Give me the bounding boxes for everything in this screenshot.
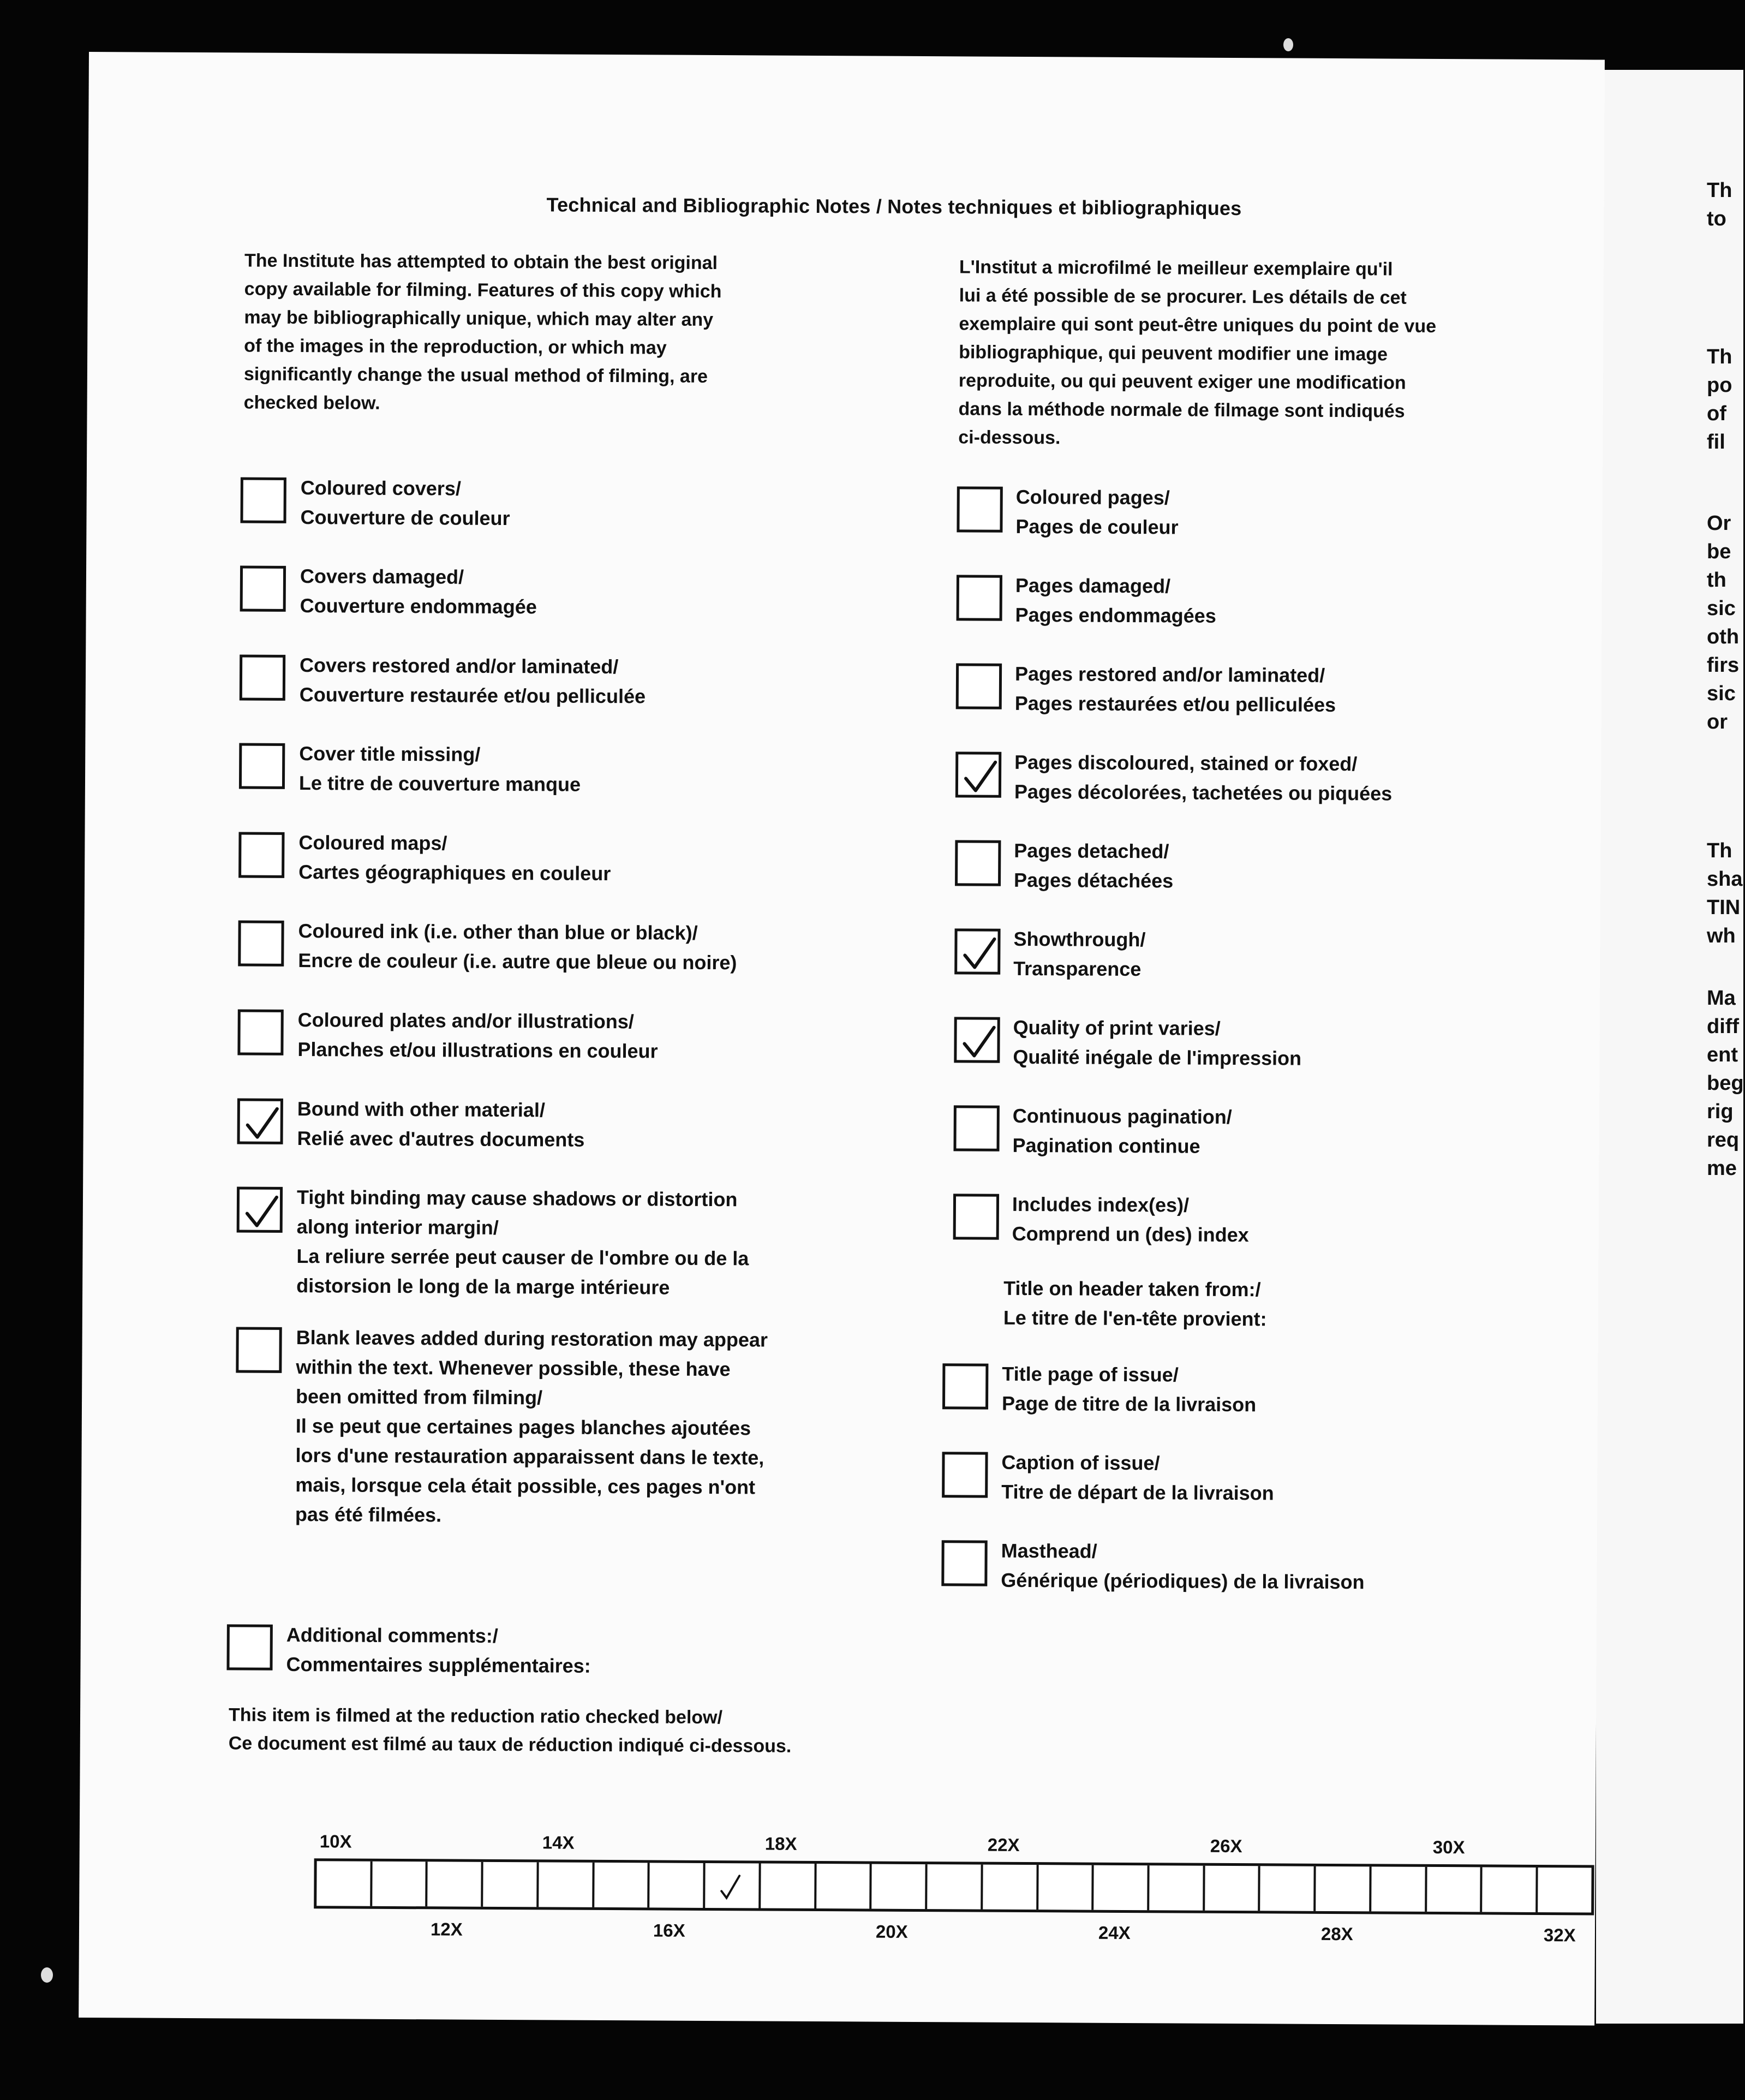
left-item-label-line: lors d'une restauration apparaissent dans le texte, (295, 1444, 764, 1469)
reduction-cell[interactable] (1093, 1865, 1149, 1911)
reduction-cell[interactable] (1371, 1866, 1427, 1912)
issue-item-label-0 (1002, 1359, 1257, 1419)
document-page (79, 52, 1605, 2025)
intro-english: The Institute has attempted to obtain the best original copy available for filming. Features of this copy which may be bibliographically unique, which may alter any of the images in the reproduction, or which may significantly change the usual method of filming, are checked below. (243, 250, 722, 414)
right-item-label-line: Pagination continue (1012, 1133, 1200, 1158)
check-mark-icon (717, 1873, 744, 1901)
left-item-label-9 (295, 1323, 768, 1532)
next-page-text-4: Th sha TIN wh (1707, 839, 1743, 947)
left-item-label-line: Coloured maps/ (298, 831, 447, 855)
reduction-cell[interactable] (1483, 1867, 1538, 1912)
right-item-label-line: Pages detached/ (1014, 839, 1169, 863)
reduction-cell[interactable] (1538, 1868, 1591, 1913)
issue-item-checkbox-2[interactable] (941, 1540, 987, 1586)
left-item-label-line: Cover title missing/ (299, 742, 481, 766)
right-item-label-5 (1013, 924, 1146, 984)
check-mark-icon (244, 1195, 279, 1229)
reduction-cell[interactable] (1038, 1865, 1094, 1910)
right-item-label-1 (1015, 571, 1216, 631)
left-item-checkbox-4[interactable] (238, 832, 284, 878)
left-item-label-line: Bound with other material/ (297, 1097, 545, 1121)
check-mark-icon (244, 1107, 279, 1141)
right-item-checkbox-2[interactable] (956, 663, 1002, 709)
right-item-label-7 (1012, 1101, 1232, 1161)
left-item-checkbox-2[interactable] (240, 654, 285, 700)
right-item-label-line: Pages restored and/or laminated/ (1014, 662, 1325, 687)
left-item-label-line: La reliure serrée peut causer de l'ombre ou de la (296, 1245, 749, 1270)
reduction-ratio-strip (314, 1858, 1594, 1915)
right-item-label-3 (1014, 748, 1393, 809)
issue-item-label-1 (1001, 1448, 1274, 1508)
left-item-label-0 (300, 473, 510, 533)
next-page-text-1: Th to (1707, 179, 1732, 230)
issue-item-label-line: Caption of issue/ (1001, 1451, 1160, 1475)
left-item-label-line: Blank leaves added during restoration may appear (296, 1326, 768, 1351)
left-item-label-line: Il se peut que certaines pages blanches ajoutées (295, 1415, 751, 1440)
reduction-ratio-label: 12X (430, 1919, 463, 1940)
page-title: Technical and Bibliographic Notes / Notes techniques et bibliographiques (546, 193, 1242, 220)
reduction-ratio-label: 20X (875, 1921, 908, 1942)
left-item-label-6 (297, 1005, 658, 1066)
right-item-checkbox-8[interactable] (953, 1194, 999, 1239)
right-item-label-0 (1015, 482, 1179, 542)
left-item-checkbox-3[interactable] (239, 743, 285, 789)
left-item-label-1 (300, 562, 537, 622)
left-item-checkbox-9[interactable] (236, 1327, 282, 1373)
left-item-checkbox-8[interactable] (237, 1186, 283, 1232)
right-item-label-line: Coloured pages/ (1015, 485, 1170, 509)
right-item-label-8 (1012, 1190, 1250, 1250)
check-mark-icon (961, 1025, 996, 1059)
right-item-label-line: Quality of print varies/ (1013, 1016, 1221, 1040)
reduction-ratio-label: 18X (764, 1833, 797, 1854)
right-item-label-line: Qualité inégale de l'impression (1013, 1045, 1302, 1070)
next-page-text-3: Or be th sic oth firs sic or (1707, 512, 1740, 733)
reduction-cell[interactable] (1205, 1866, 1260, 1911)
left-item-label-3 (299, 739, 581, 800)
reduction-cell[interactable] (594, 1863, 650, 1908)
right-item-label-line: Includes index(es)/ (1012, 1192, 1190, 1216)
issue-item-checkbox-1[interactable] (942, 1452, 988, 1498)
left-item-checkbox-6[interactable] (237, 1009, 283, 1055)
intro-french: L'Institut a microfilmé le meilleur exemplaire qu'il lui a été possible de se procurer. Les détails de cet exemplaire qui sont peut-être uniques du point de vue bibliographique, qui peuvent modifier une image reproduite, ou qui peuvent exiger une modification dans la méthode normale de filmage sont indiqués ci-dessous. (958, 256, 1437, 449)
reduction-cell[interactable] (316, 1861, 372, 1906)
left-item-label-line: Covers damaged/ (300, 565, 464, 588)
left-item-label-line: Couverture restaurée et/ou pelliculée (299, 683, 646, 708)
left-item-label-line: Couverture de couleur (300, 506, 510, 530)
left-item-label-line: Relié avec d'autres documents (297, 1127, 585, 1151)
reduction-cell[interactable] (1316, 1866, 1371, 1912)
left-item-checkbox-7[interactable] (237, 1098, 283, 1144)
issue-item-label-line: Générique (périodiques) de la livraison (1001, 1568, 1365, 1594)
right-item-checkbox-5[interactable] (954, 928, 1000, 974)
film-speck (41, 1967, 53, 1983)
right-item-checkbox-7[interactable] (953, 1105, 999, 1151)
reduction-ratio-label: 22X (987, 1834, 1020, 1855)
left-item-label-4 (298, 828, 611, 888)
right-item-label-4 (1014, 836, 1174, 896)
right-item-checkbox-4[interactable] (955, 840, 1001, 886)
adjacent-page (1596, 70, 1743, 2024)
additional-comments-checkbox[interactable] (226, 1624, 272, 1670)
right-item-checkbox-3[interactable] (955, 751, 1001, 797)
issue-item-label-line: Masthead/ (1001, 1539, 1097, 1562)
left-item-label-7 (297, 1094, 584, 1155)
reduction-cell[interactable] (872, 1864, 928, 1910)
right-item-label-line: Pages de couleur (1015, 515, 1179, 539)
reduction-cell[interactable] (983, 1865, 1038, 1910)
left-item-label-2 (300, 651, 646, 711)
reduction-ratio-label: 30X (1432, 1836, 1465, 1858)
left-item-label-line: Encre de couleur (i.e. autre que bleue ou noire) (298, 949, 737, 974)
right-item-label-line: Pages restaurées et/ou pelliculées (1014, 691, 1336, 716)
check-mark-icon (963, 760, 997, 794)
reduction-cell[interactable] (705, 1863, 761, 1908)
reduction-ratio-label: 10X (319, 1831, 352, 1852)
right-item-label-line: Continuous pagination/ (1012, 1104, 1232, 1128)
left-item-label-line: been omitted from filming/ (295, 1385, 543, 1409)
right-item-checkbox-0[interactable] (957, 486, 1002, 532)
reduction-statement: This item is filmed at the reduction ratio checked below/ Ce document est filmé au taux de réduction indiqué ci-dessous. (228, 1704, 792, 1757)
right-item-label-line: Pages damaged/ (1015, 574, 1171, 598)
left-item-label-line: pas été filmées. (295, 1503, 442, 1526)
reduction-cell[interactable] (1149, 1865, 1205, 1911)
reduction-cell[interactable] (539, 1862, 594, 1907)
reduction-cell[interactable] (927, 1864, 983, 1910)
next-page-text-5: Ma diff ent beg rig req me (1707, 987, 1744, 1180)
next-page-text-2: Th po of fil (1707, 345, 1732, 454)
reduction-ratio-label: 26X (1210, 1835, 1242, 1857)
left-item-label-line: distorsion le long de la marge intérieure (296, 1274, 670, 1299)
left-item-label-line: Coloured ink (i.e. other than blue or black)/ (298, 920, 698, 944)
left-item-label-line: Coloured plates and/or illustrations/ (297, 1009, 634, 1033)
reduction-ratio-label: 14X (542, 1832, 575, 1853)
reduction-cell[interactable] (428, 1862, 483, 1907)
left-item-label-8 (296, 1183, 749, 1303)
film-speck (1283, 38, 1293, 51)
left-item-label-line: along interior margin/ (296, 1215, 499, 1239)
issue-item-label-line: Titre de départ de la livraison (1001, 1480, 1274, 1505)
reduction-cell[interactable] (483, 1862, 539, 1907)
reduction-cell[interactable] (1427, 1867, 1483, 1912)
reduction-ratio-label: 28X (1320, 1923, 1353, 1944)
issue-item-label-line: Page de titre de la livraison (1001, 1392, 1257, 1416)
right-item-label-line: Pages discoloured, stained or foxed/ (1014, 750, 1358, 775)
left-item-label-line: Cartes géographiques en couleur (298, 861, 611, 885)
left-item-label-line: Le titre de couverture manque (298, 772, 581, 796)
reduction-ratio-label: 16X (653, 1920, 685, 1941)
right-item-label-line: Comprend un (des) index (1012, 1222, 1249, 1246)
issue-item-label-2 (1001, 1536, 1365, 1597)
right-item-label-line: Pages endommagées (1015, 603, 1216, 627)
right-item-checkbox-1[interactable] (957, 575, 1002, 621)
left-item-checkbox-1[interactable] (240, 565, 286, 611)
left-item-label-line: Covers restored and/or laminated/ (300, 654, 619, 678)
reduction-cell[interactable] (372, 1862, 428, 1907)
header-source-label: Title on header taken from:/ Le titre de l'en-tête provient: (1003, 1276, 1267, 1331)
additional-comments-label: Additional comments:/ Commentaires supplémentaires: (286, 1623, 591, 1677)
left-item-checkbox-5[interactable] (238, 920, 284, 966)
left-item-label-line: Planches et/ou illustrations en couleur (297, 1038, 658, 1063)
left-item-label-line: Tight binding may cause shadows or distortion (296, 1186, 738, 1211)
left-item-label-line: within the text. Whenever possible, these have (296, 1356, 731, 1381)
right-item-label-6 (1013, 1013, 1301, 1073)
reduction-cell[interactable] (1260, 1866, 1316, 1911)
left-item-label-line: Coloured covers/ (300, 476, 462, 500)
right-item-label-line: Showthrough/ (1013, 927, 1146, 951)
left-item-checkbox-0[interactable] (240, 477, 286, 523)
reduction-cell[interactable] (816, 1864, 872, 1909)
reduction-cell[interactable] (650, 1863, 706, 1908)
right-item-label-2 (1015, 659, 1336, 720)
left-item-label-line: mais, lorsque cela était possible, ces pages n'ont (295, 1473, 756, 1499)
right-item-label-line: Transparence (1013, 957, 1142, 981)
issue-item-label-line: Title page of issue/ (1002, 1362, 1179, 1386)
right-item-label-line: Pages décolorées, tachetées ou piquées (1014, 780, 1393, 805)
reduction-ratio-label: 24X (1098, 1922, 1131, 1943)
issue-item-checkbox-0[interactable] (942, 1363, 988, 1409)
right-item-checkbox-6[interactable] (954, 1017, 1000, 1063)
reduction-cell[interactable] (761, 1863, 816, 1908)
left-item-label-line: Couverture endommagée (300, 594, 537, 618)
left-item-label-5 (298, 916, 737, 977)
check-mark-icon (961, 936, 996, 970)
right-item-label-line: Pages détachées (1013, 868, 1174, 892)
reduction-ratio-label: 32X (1543, 1925, 1576, 1946)
